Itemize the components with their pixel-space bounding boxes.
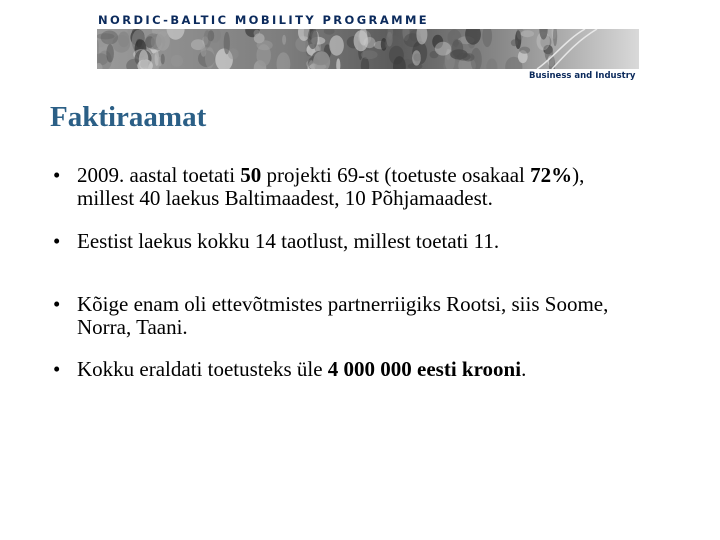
collage-blob	[156, 31, 170, 51]
bullet-dot: •	[53, 357, 61, 381]
bullet-dot: •	[53, 163, 61, 187]
bullet-text: projekti 69-st (toetuste osakaal	[261, 163, 531, 187]
collage-blob	[435, 42, 451, 56]
collage-blob	[412, 50, 421, 65]
bullet-dot: •	[53, 229, 61, 253]
collage-blob	[171, 55, 183, 67]
collage-blob	[361, 50, 378, 59]
bullet-item	[53, 293, 703, 343]
collage-blob	[311, 63, 316, 69]
collage-blob	[228, 48, 239, 59]
bullet-dot: •	[53, 292, 61, 316]
bullet-text: .	[521, 357, 527, 381]
banner-subtitle: Business and Industry	[529, 71, 636, 81]
collage-blob	[101, 31, 118, 45]
collage-blob	[257, 40, 273, 50]
bullet-text: ),	[572, 163, 585, 187]
collage-blob	[450, 49, 467, 59]
bullet-item	[53, 358, 703, 381]
collage-blob	[329, 35, 344, 55]
bullet-text: Norra, Taani.	[77, 315, 188, 339]
bullet-text: millest 40 laekus Baltimaadest, 10 Põhjamaadest.	[77, 186, 493, 210]
slide-title: Faktiraamat	[50, 101, 207, 133]
bullet-bold-value: 72%	[530, 163, 573, 187]
bullet-text: Kokku eraldati toetusteks üle	[77, 357, 328, 381]
collage-blob	[106, 44, 114, 62]
bullet-bold-value: 4 000 000 eesti krooni	[327, 357, 522, 381]
collage-blob	[254, 30, 260, 37]
programme-title: NORDIC-BALTIC MOBILITY PROGRAMME	[98, 13, 430, 27]
bullet-text: 2009. aastal toetati	[77, 163, 241, 187]
collage-blob	[511, 39, 518, 46]
collage-blob	[282, 35, 286, 45]
bullet-item	[53, 230, 703, 253]
collage-blob	[118, 32, 129, 48]
bullet-text: Eestist laekus kokku 14 taotlust, millest toetati 11.	[77, 229, 500, 253]
collage-blob	[521, 30, 534, 37]
collage-blob	[161, 54, 165, 65]
collage-blob	[205, 47, 215, 68]
collage-blob	[519, 47, 530, 54]
bullet-bold-value: 50	[240, 163, 262, 187]
bullet-list	[53, 164, 703, 381]
collage-blob	[201, 46, 207, 57]
collage-blob	[386, 32, 392, 47]
bullet-text: Kõige enam oli ettevõtmistes partnerriigiks Rootsi, siis Soome,	[77, 292, 609, 316]
bullet-item	[53, 164, 703, 214]
photo-collage-banner	[97, 29, 639, 69]
